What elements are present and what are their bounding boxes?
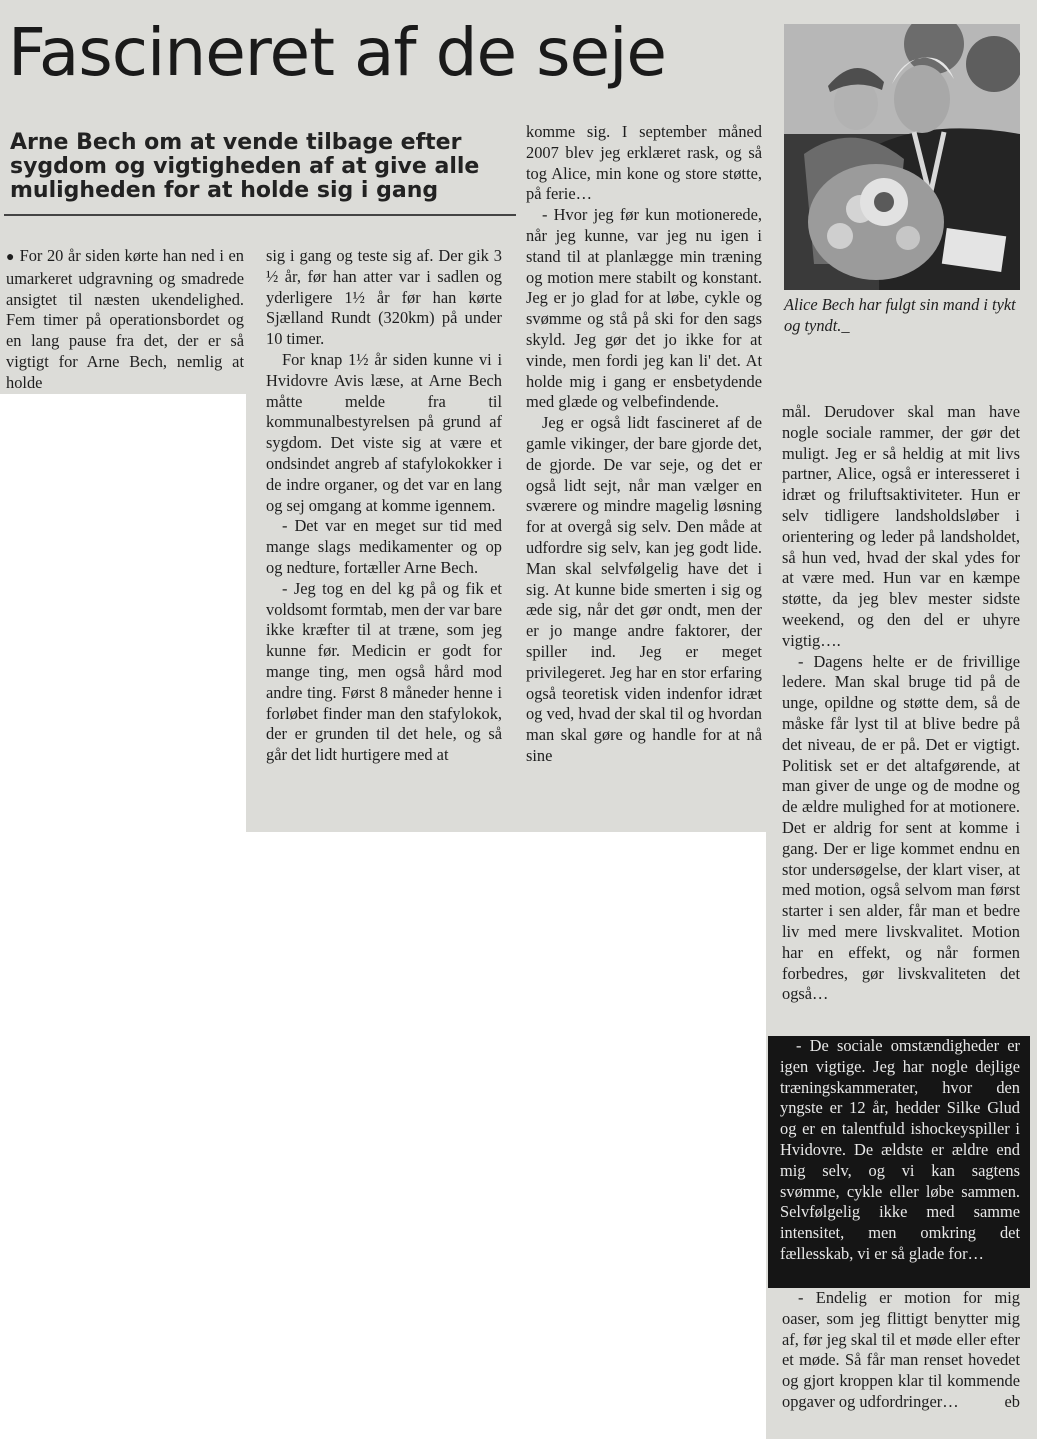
bullet-icon: ●	[6, 250, 15, 265]
highlighted-paragraph-block	[768, 1036, 1030, 1288]
paragraph-text: - Endelig er motion for mig oaser, som jeg flittigt benytter mig af, før jeg skal til et møde eller efter et møde. Så får man renset hovedet og gjort kroppen klar til kommende opgaver og udfordringer…	[782, 1288, 1020, 1411]
article-paragraph	[6, 246, 244, 394]
photo-caption: Alice Bech har fulgt sin mand i tykt og tyndt._	[784, 295, 1016, 335]
article-paragraph: mål. Derudover skal man have nogle sociale rammer, der gør det muligt. Jeg er så heldig at mit livs partner, Alice, også er interesseret i idræt og friluftsaktiviteter. Hun er selv tidligere landsholdsløber i orientering og leder på landsholdet, så hun ved, hvad der skal ydes for at være med. Hun var en kæmpe støtte, da jeg blev mester sidste weekend, og den del er uhyre vigtig….	[782, 402, 1020, 650]
article-paragraph: komme sig. I september måned 2007 blev jeg erklæret rask, og så tog Alice, min kone og store støtte, på ferie…	[526, 122, 762, 204]
paragraph-text: For 20 år siden kørte han ned i en umarkeret udgravning og smadrede ansigtet til næsten ukendelighed. Fem timer på operationsbordet og en lang pause fra det, der er så vigtigt for Arne Bech, nemlig at holde	[6, 246, 244, 392]
subheadline: Arne Bech om at vende tilbage efter sygdom og vigtigheden af at give alle muligheden for at holde sig i gang	[10, 130, 480, 203]
headline: Fascineret af de seje	[8, 14, 667, 91]
article-paragraph: sig i gang og teste sig af. Der gik 3 ½ år, før han atter var i sadlen og yderligere 1½ år før han kørte Sjælland Rundt (320km) på under 10 timer.	[266, 246, 502, 349]
article-paragraph: - Hvor jeg før kun motionerede, når jeg kunne, var jeg nu igen i stand til at planlægge min træning og motion mere stabilt og konstant. Jeg er jo glad for at løbe, cykle og svømme og stå på ski for den sags skyld. Jeg gør det jo ikke for at vinde, men fordi jeg kan li' det. At holde mig i gang er ensbetydende med glæde og velbefindende.	[526, 205, 762, 412]
article-column-2	[266, 246, 502, 766]
article-paragraph	[782, 1288, 1020, 1413]
article-photo	[784, 24, 1020, 290]
article-paragraph: - Dagens helte er de frivillige ledere. Man skal bruge tid på de unge, opildne og støtte dem, så de måske får lyst til at blive bedre på det niveau, de er på. Det er vigtigt. Politisk set er det altafgørende, at man giver de unge og de modne og de ældre mulighed for at motionere. Det er aldrig for sent at komme i gang. Der er lige kommet endnu en stor undersøgelse, der klart viser, at med motion, også selvom man først starter i sen alder, får man et bedre liv med mere livskvalitet. Motion har en effekt, og når formen forbedres, gør livskvaliteten det også…	[782, 651, 1020, 1004]
article-paragraph: For knap 1½ år siden kunne vi i Hvidovre Avis læse, at Arne Bech måtte melde fra til kommunalbestyrelsen på grund af sygdom. Det viste sig at være et ondsindet angreb af stafylokokker i de indre organer, og det var en lang og sej omgang at komme igennem.	[266, 349, 502, 515]
article-paragraph: - Det var en meget sur tid med mange slags medikamenter og op og nedture, fortæller Arne Bech.	[266, 516, 502, 577]
article-column-1	[6, 246, 244, 394]
article-paragraph: - Jeg tog en del kg på og fik et voldsomt formtab, men der var bare ikke kræfter til at træne, som jeg kunne før. Medicin er godt for mange ting, men også hård mod andre ting. Først 8 måneder henne i forløbet finder man den stafylokok, der er grunden til det hele, og så går det lidt hurtigere med at	[266, 578, 502, 765]
article-column-4-end	[782, 1288, 1020, 1413]
article-column-4	[782, 402, 1020, 1005]
article-paragraph: Jeg er også lidt fascineret af de gamle vikinger, der bare gjorde det, de gjorde. De var seje, og det er også lidt sejt, når man vælger en sværere og mindre magelig løsning for at overgå sig selv. Den måde at udfordre sig selv, kan jeg godt lide. Man skal selvfølgelig have det i sig. At kunne bide smerten i sig og æde sig, når det gør ondt, men der er jo mange andre faktorer, der spiller ind. Jeg er meget privilegeret. Jeg har en stor erfaring også teoretisk viden indenfor idræt og ved, hvad der skal til og hvordan man skal gøre og handle for at nå sine	[526, 413, 762, 765]
article-column-3	[526, 122, 762, 767]
headline-rule	[4, 214, 516, 216]
byline: eb	[1004, 1391, 1020, 1411]
article-paragraph: - De sociale omstændigheder er igen vigtige. Jeg har nogle dejlige træningskammerater, hvor den yngste er 12 år, hedder Silke Glud og er en talentfuld ishockeyspiller i Hvidovre. De ældste er ældre end mig selv, og vi kan sagtens svømme, cykle eller løbe sammen. Selvfølgelig ikke med samme intensitet, men omkring det fællesskab, vi er så glade for…	[780, 1036, 1020, 1263]
